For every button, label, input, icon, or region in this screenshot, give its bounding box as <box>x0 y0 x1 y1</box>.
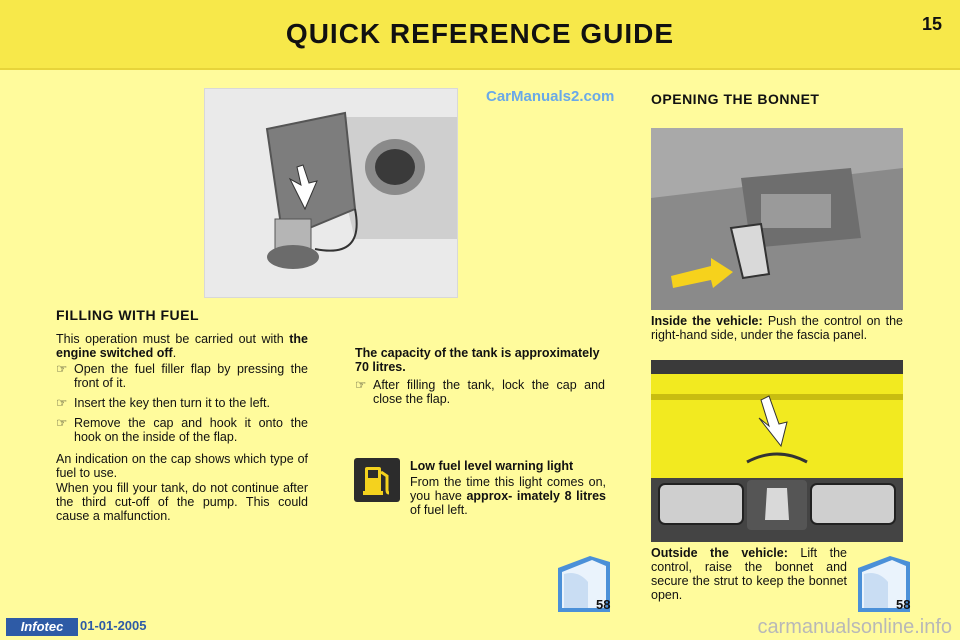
pointing-hand-icon: ☞ <box>355 378 367 392</box>
bonnet-release-interior-photo <box>651 128 903 310</box>
pointing-hand-icon: ☞ <box>56 396 68 410</box>
page-number: 15 <box>921 14 942 34</box>
publication-date: 01-01-2005 <box>80 618 147 633</box>
list-item <box>56 362 308 390</box>
page-title: QUICK REFERENCE GUIDE <box>285 18 675 49</box>
bullet-text: Open the fuel filler flap by pressing the front of it. <box>74 362 308 390</box>
fuel-type-note: An indication on the cap shows which type of fuel to use. <box>56 452 308 480</box>
outside-label: Outside the vehicle: <box>651 546 788 560</box>
pump-cutoff-note: When you fill your tank, do not continue after the third cut-off of the pump. This could cause a malfunction. <box>56 481 308 523</box>
fuel-filler-illustration <box>204 88 458 298</box>
filling-bullet-list <box>56 362 308 444</box>
site-watermark: carmanualsonline.info <box>757 616 952 638</box>
inside-text: Push the control on the right-hand side, under the fascia panel. <box>651 314 904 342</box>
publisher-badge: Infotec <box>6 618 78 636</box>
low-fuel-warning <box>410 459 606 517</box>
bullet-text: Remove the cap and hook it onto the hook on the inside of the flap. <box>74 416 308 444</box>
warning-body <box>410 475 606 517</box>
filling-intro-bold: the engine switched off <box>56 332 308 360</box>
tank-capacity: The capacity of the tank is approximately 70 litres. <box>355 346 600 374</box>
pointing-hand-icon: ☞ <box>56 362 68 376</box>
watermark-text: CarManuals2.com <box>486 88 615 105</box>
pointing-hand-icon: ☞ <box>56 416 68 430</box>
filling-intro <box>56 332 308 360</box>
warning-text: From the time this light comes on, you have <box>410 475 606 503</box>
bonnet-exterior-photo <box>651 360 903 542</box>
bonnet-heading: OPENING THE BONNET <box>651 91 820 107</box>
page-reference-number: 58 <box>896 597 911 612</box>
warning-post: of fuel left. <box>410 503 468 517</box>
warning-title: Low fuel level warning light <box>410 459 574 473</box>
bullet-text: After filling the tank, lock the cap and close the flap. <box>373 378 605 406</box>
warning-bold: approx- imately 8 litres <box>466 489 606 503</box>
list-item <box>355 378 605 406</box>
filling-intro-text: This operation must be carried out with <box>56 332 284 346</box>
inside-label: Inside the vehicle: <box>651 314 763 328</box>
bullet-text: Insert the key then turn it to the left. <box>74 396 270 410</box>
capacity-bullet <box>355 378 605 406</box>
page-reference-number: 58 <box>596 597 611 612</box>
inside-vehicle-instructions <box>651 314 903 342</box>
list-item <box>56 396 308 410</box>
fuel-warning-light-icon <box>354 458 400 502</box>
list-item <box>56 416 308 444</box>
filling-intro-post: . <box>172 346 177 360</box>
outside-text: Lift the control, raise the bonnet and secure the strut to keep the bonnet open. <box>651 546 847 602</box>
filling-heading: FILLING WITH FUEL <box>56 307 200 323</box>
outside-vehicle-instructions <box>651 546 847 602</box>
